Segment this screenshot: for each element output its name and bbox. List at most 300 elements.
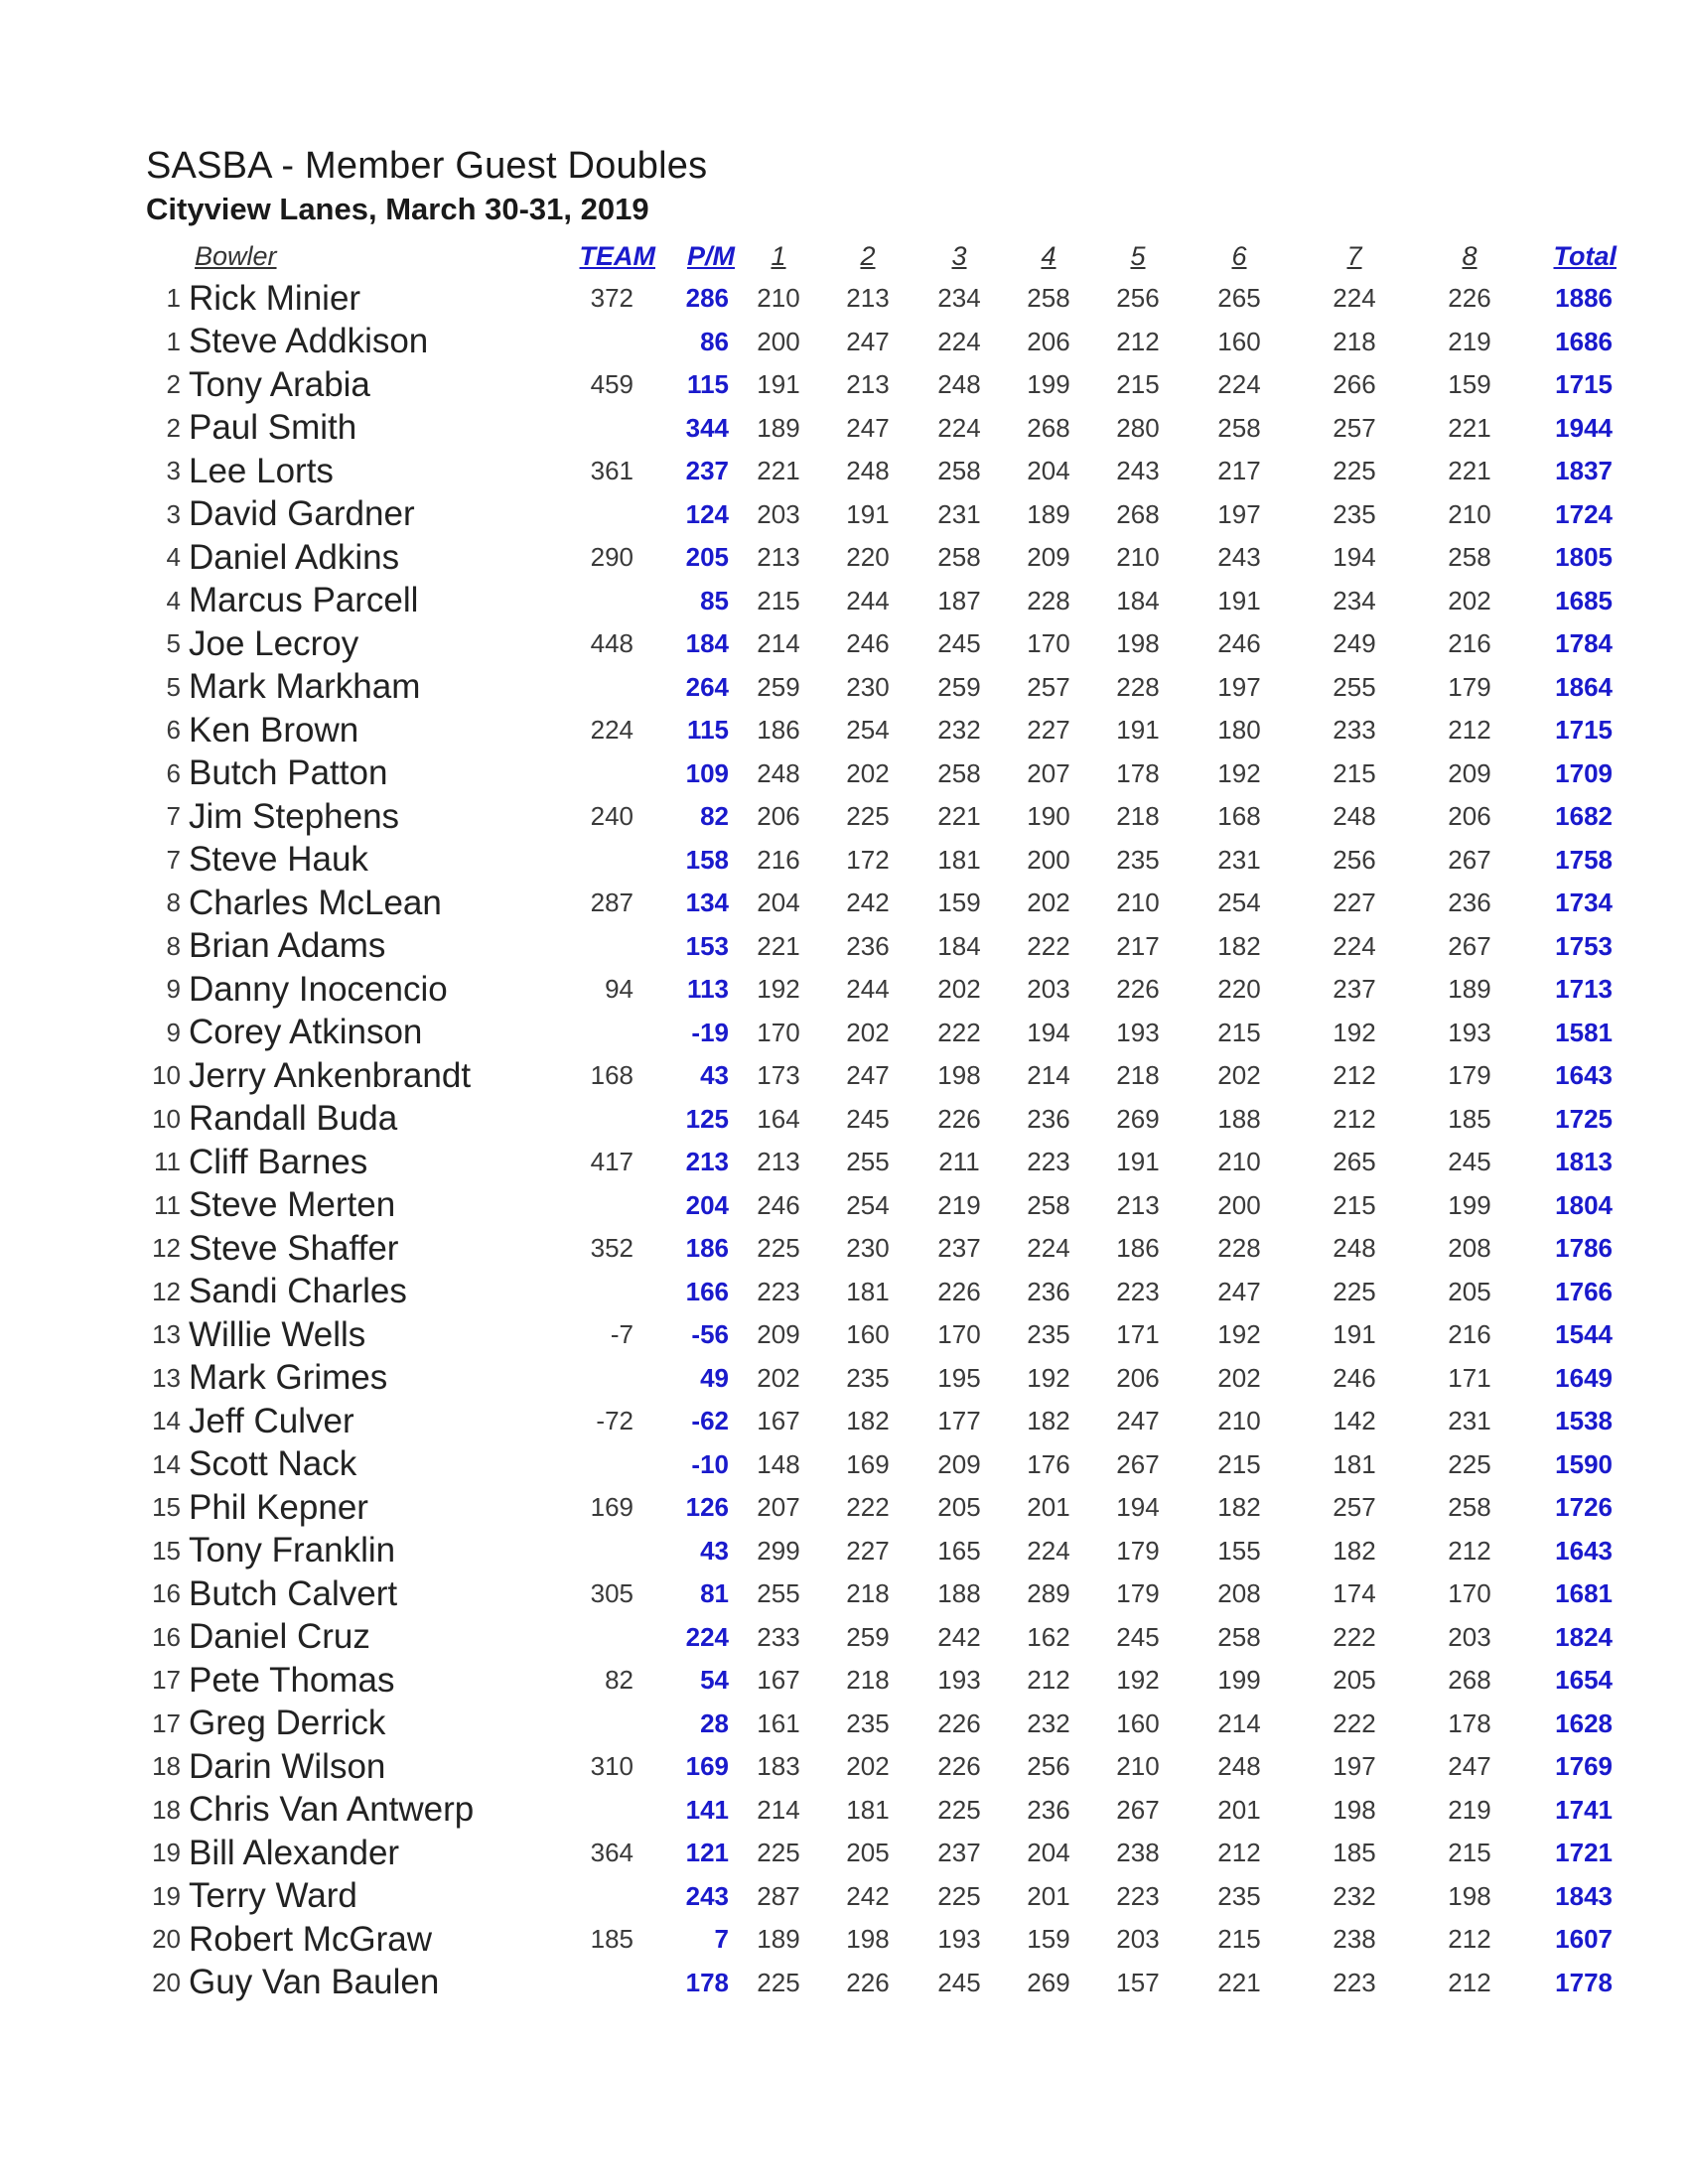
game-5-cell: 235 [1116,844,1160,875]
bowler-name: Steve Shaffer [189,1228,399,1268]
game-2-cell: 235 [846,1362,890,1393]
game-2-cell: 245 [846,1103,890,1134]
game-6-cell: 215 [1217,1924,1261,1955]
table-row [147,882,1617,925]
total-cell: 1654 [1555,1665,1613,1696]
game-4-cell: 289 [1027,1578,1070,1609]
game-4-cell: 189 [1027,498,1070,529]
rank-cell: 15 [152,1492,181,1523]
game-7-cell: 246 [1333,1362,1376,1393]
game-7-cell: 222 [1333,1707,1376,1738]
table-row [147,1486,1617,1530]
team-cell: 459 [590,369,633,400]
team-cell: 169 [590,1492,633,1523]
game-5-cell: 268 [1116,498,1160,529]
game-8-cell: 212 [1448,1924,1491,1955]
table-row [147,968,1617,1012]
total-cell: 1581 [1555,1017,1613,1047]
game-4-cell: 182 [1027,1406,1070,1436]
game-8-cell: 205 [1448,1276,1491,1306]
game-1-cell: 210 [757,283,800,314]
game-6-cell: 221 [1217,1967,1261,1997]
game-7-cell: 225 [1333,456,1376,486]
game-2-cell: 191 [846,498,890,529]
game-1-cell: 189 [757,412,800,443]
team-cell [516,1012,655,1055]
game-7-cell: 248 [1333,1233,1376,1264]
pm-cell: 264 [685,671,729,702]
table-row [147,1098,1617,1142]
game-4-cell: 212 [1027,1665,1070,1696]
game-1-cell: 287 [757,1880,800,1911]
bowler-name: Paul Smith [189,408,357,448]
game-6-cell: 210 [1217,1147,1261,1177]
game-7-cell: 256 [1333,844,1376,875]
team-cell [516,666,655,710]
game-4-cell: 236 [1027,1794,1070,1825]
team-cell: 94 [605,974,633,1005]
game-2-cell: 213 [846,369,890,400]
game-8-cell: 203 [1448,1621,1491,1652]
game-7-cell: 182 [1333,1535,1376,1566]
team-cell: 417 [590,1147,633,1177]
game-5-cell: 191 [1116,1147,1160,1177]
game-3-cell: 193 [937,1665,981,1696]
game-8-cell: 236 [1448,887,1491,918]
game-7-cell: 197 [1333,1751,1376,1782]
game-2-cell: 169 [846,1448,890,1479]
total-cell: 1726 [1555,1492,1613,1523]
game-2-cell: 213 [846,283,890,314]
game-6-cell: 247 [1217,1276,1261,1306]
game-5-cell: 194 [1116,1492,1160,1523]
team-cell [516,1875,655,1919]
total-cell: 1734 [1555,887,1613,918]
rank-cell: 16 [152,1621,181,1652]
game-3-cell: 165 [937,1535,981,1566]
total-cell: 1628 [1555,1707,1613,1738]
game-1-cell: 213 [757,1147,800,1177]
scores-table [147,235,1617,2004]
table-row [147,1271,1617,1314]
pm-cell: 124 [685,498,729,529]
pm-cell: 28 [700,1707,729,1738]
game-4-cell: 232 [1027,1707,1070,1738]
game-1-cell: 204 [757,887,800,918]
game-7-cell: 218 [1333,326,1376,356]
game-1-cell: 246 [757,1189,800,1220]
game-7-cell: 215 [1333,1189,1376,1220]
game-2-cell: 242 [846,1880,890,1911]
pm-cell: 113 [687,974,729,1005]
game-6-cell: 215 [1217,1448,1261,1479]
table-row [147,1875,1617,1919]
game-2-cell: 198 [846,1924,890,1955]
game-8-cell: 268 [1448,1665,1491,1696]
game-3-cell: 170 [937,1319,981,1350]
game-3-cell: 188 [937,1578,981,1609]
team-cell: 361 [590,456,633,486]
column-header-bowler: Bowler [195,240,277,271]
pm-cell: 54 [700,1665,729,1696]
team-cell: 185 [590,1924,633,1955]
game-7-cell: 215 [1333,757,1376,788]
game-4-cell: 162 [1027,1621,1070,1652]
game-6-cell: 210 [1217,1406,1261,1436]
game-3-cell: 226 [937,1276,981,1306]
team-cell: 287 [590,887,633,918]
game-1-cell: 186 [757,715,800,746]
team-cell [516,407,655,451]
pm-cell: 204 [685,1189,729,1220]
game-4-cell: 200 [1027,844,1070,875]
total-cell: 1643 [1555,1060,1613,1091]
team-cell [516,1530,655,1573]
game-2-cell: 172 [846,844,890,875]
total-cell: 1778 [1555,1967,1613,1997]
game-8-cell: 185 [1448,1103,1491,1134]
team-cell [516,1703,655,1746]
total-cell: 1709 [1555,757,1613,788]
pm-cell: 81 [700,1578,729,1609]
game-6-cell: 197 [1217,498,1261,529]
table-row [147,1357,1617,1401]
game-7-cell: 265 [1333,1147,1376,1177]
pm-cell: 344 [685,412,729,443]
game-1-cell: 248 [757,757,800,788]
game-5-cell: 178 [1116,757,1160,788]
bowler-name: Butch Patton [189,753,388,793]
rank-cell: 9 [166,1017,181,1047]
pm-cell: 166 [685,1276,729,1306]
table-row [147,795,1617,839]
game-7-cell: 257 [1333,412,1376,443]
game-5-cell: 267 [1116,1794,1160,1825]
game-3-cell: 259 [937,671,981,702]
total-cell: 1544 [1555,1319,1613,1350]
bowler-name: Corey Atkinson [189,1013,423,1052]
table-row [147,580,1617,623]
pm-cell: 86 [700,326,729,356]
game-2-cell: 218 [846,1578,890,1609]
game-5-cell: 215 [1116,369,1160,400]
game-6-cell: 155 [1217,1535,1261,1566]
total-cell: 1681 [1555,1578,1613,1609]
game-6-cell: 212 [1217,1838,1261,1868]
bowler-name: Pete Thomas [189,1660,395,1700]
game-3-cell: 234 [937,283,981,314]
page-subtitle: Cityview Lanes, March 30-31, 2019 [146,192,649,226]
rank-cell: 4 [166,542,181,573]
page-title: SASBA - Member Guest Doubles [146,145,708,187]
game-7-cell: 192 [1333,1017,1376,1047]
bowler-name: Cliff Barnes [189,1142,368,1181]
total-cell: 1725 [1555,1103,1613,1134]
game-3-cell: 226 [937,1751,981,1782]
table-row [147,1918,1617,1962]
pm-cell: 7 [714,1924,729,1955]
game-1-cell: 216 [757,844,800,875]
table-row [147,925,1617,969]
rank-cell: 11 [154,1189,181,1220]
game-6-cell: 220 [1217,974,1261,1005]
table-row [147,839,1617,883]
game-4-cell: 236 [1027,1103,1070,1134]
game-8-cell: 179 [1448,1060,1491,1091]
game-3-cell: 226 [937,1707,981,1738]
game-4-cell: 190 [1027,801,1070,832]
game-5-cell: 192 [1116,1665,1160,1696]
game-1-cell: 221 [757,930,800,961]
team-cell [516,1357,655,1401]
game-1-cell: 167 [757,1406,800,1436]
game-6-cell: 258 [1217,412,1261,443]
column-header-pm: P/M [686,240,735,271]
game-4-cell: 207 [1027,757,1070,788]
total-cell: 1685 [1555,585,1613,615]
game-3-cell: 225 [937,1794,981,1825]
game-3-cell: 202 [937,974,981,1005]
game-8-cell: 216 [1448,1319,1491,1350]
rank-cell: 17 [152,1665,181,1696]
team-cell: 352 [590,1233,633,1264]
bowler-name: Jeff Culver [189,1401,354,1440]
bowler-name: Joe Lecroy [189,623,359,663]
game-8-cell: 208 [1448,1233,1491,1264]
pm-cell: 126 [685,1492,729,1523]
game-6-cell: 160 [1217,326,1261,356]
game-5-cell: 243 [1116,456,1160,486]
game-3-cell: 159 [937,887,981,918]
pm-cell: 224 [685,1621,729,1652]
game-1-cell: 203 [757,498,800,529]
bowler-name: David Gardner [189,494,415,534]
team-cell: 310 [590,1751,633,1782]
total-cell: 1804 [1555,1189,1613,1220]
column-header-game-8: 8 [1462,240,1477,271]
game-5-cell: 210 [1116,542,1160,573]
game-3-cell: 245 [937,628,981,659]
game-4-cell: 192 [1027,1362,1070,1393]
game-4-cell: 228 [1027,585,1070,615]
rank-cell: 20 [152,1924,181,1955]
game-7-cell: 212 [1333,1103,1376,1134]
game-6-cell: 228 [1217,1233,1261,1264]
game-8-cell: 179 [1448,671,1491,702]
rank-cell: 3 [166,498,181,529]
game-4-cell: 258 [1027,1189,1070,1220]
game-7-cell: 142 [1333,1406,1376,1436]
game-5-cell: 256 [1116,283,1160,314]
pm-cell: 184 [685,628,729,659]
total-cell: 1813 [1555,1147,1613,1177]
bowler-name: Butch Calvert [189,1573,398,1613]
game-1-cell: 167 [757,1665,800,1696]
table-row [147,1184,1617,1228]
bowler-name: Rick Minier [189,278,361,318]
table-row [147,1789,1617,1833]
bowler-name: Bill Alexander [189,1833,400,1872]
bowler-name: Greg Derrick [189,1704,386,1743]
game-2-cell: 242 [846,887,890,918]
column-header-team: TEAM [579,240,655,271]
table-row [147,1616,1617,1660]
game-3-cell: 222 [937,1017,981,1047]
game-5-cell: 191 [1116,715,1160,746]
game-7-cell: 191 [1333,1319,1376,1350]
game-3-cell: 221 [937,801,981,832]
bowler-name: Terry Ward [189,1876,357,1916]
pm-cell: 186 [685,1233,729,1264]
bowler-name: Ken Brown [189,710,359,750]
game-6-cell: 168 [1217,801,1261,832]
game-8-cell: 210 [1448,498,1491,529]
game-7-cell: 255 [1333,671,1376,702]
bowler-name: Steve Merten [189,1185,396,1225]
table-row [147,277,1617,321]
game-2-cell: 247 [846,1060,890,1091]
game-1-cell: 173 [757,1060,800,1091]
game-6-cell: 192 [1217,757,1261,788]
total-cell: 1843 [1555,1880,1613,1911]
game-4-cell: 222 [1027,930,1070,961]
game-8-cell: 267 [1448,930,1491,961]
game-7-cell: 257 [1333,1492,1376,1523]
game-8-cell: 189 [1448,974,1491,1005]
table-row [147,363,1617,407]
team-cell [516,321,655,364]
game-6-cell: 235 [1217,1880,1261,1911]
game-2-cell: 247 [846,412,890,443]
pm-cell: 85 [700,585,729,615]
bowler-name: Tony Franklin [189,1531,396,1570]
game-4-cell: 194 [1027,1017,1070,1047]
game-5-cell: 212 [1116,326,1160,356]
game-5-cell: 280 [1116,412,1160,443]
game-7-cell: 224 [1333,930,1376,961]
game-7-cell: 233 [1333,715,1376,746]
game-3-cell: 258 [937,542,981,573]
team-cell [516,1443,655,1487]
rank-cell: 9 [166,974,181,1005]
game-4-cell: 268 [1027,412,1070,443]
game-7-cell: 174 [1333,1578,1376,1609]
bowler-name: Marcus Parcell [189,581,419,620]
total-cell: 1590 [1555,1448,1613,1479]
game-8-cell: 219 [1448,1794,1491,1825]
game-2-cell: 227 [846,1535,890,1566]
game-6-cell: 215 [1217,1017,1261,1047]
game-3-cell: 224 [937,412,981,443]
game-5-cell: 179 [1116,1535,1160,1566]
bowler-name: Guy Van Baulen [189,1963,440,2002]
game-2-cell: 220 [846,542,890,573]
total-cell: 1786 [1555,1233,1613,1264]
game-8-cell: 212 [1448,1535,1491,1566]
game-8-cell: 212 [1448,715,1491,746]
game-7-cell: 212 [1333,1060,1376,1091]
column-header-total: Total [1553,240,1617,271]
game-2-cell: 236 [846,930,890,961]
bowler-name: Scott Nack [189,1444,357,1484]
game-6-cell: 202 [1217,1362,1261,1393]
game-8-cell: 209 [1448,757,1491,788]
game-2-cell: 246 [846,628,890,659]
game-4-cell: 201 [1027,1880,1070,1911]
column-header-game-2: 2 [860,240,876,271]
game-8-cell: 226 [1448,283,1491,314]
bowler-name: Daniel Cruz [189,1617,370,1657]
game-1-cell: 170 [757,1017,800,1047]
table-row [147,709,1617,752]
game-8-cell: 221 [1448,412,1491,443]
game-1-cell: 255 [757,1578,800,1609]
team-cell [516,839,655,883]
total-cell: 1824 [1555,1621,1613,1652]
game-5-cell: 198 [1116,628,1160,659]
rank-cell: 14 [152,1448,181,1479]
rank-cell: 19 [152,1880,181,1911]
bowler-name: Tony Arabia [189,364,370,404]
game-7-cell: 227 [1333,887,1376,918]
team-cell: 364 [590,1838,633,1868]
table-row [147,321,1617,364]
game-1-cell: 209 [757,1319,800,1350]
table-row [147,1227,1617,1271]
total-cell: 1944 [1555,412,1613,443]
table-row [147,407,1617,451]
table-row [147,1832,1617,1875]
pm-cell: 153 [685,930,729,961]
game-1-cell: 259 [757,671,800,702]
game-1-cell: 191 [757,369,800,400]
game-1-cell: 214 [757,628,800,659]
team-cell: 372 [590,283,633,314]
table-row [147,1745,1617,1789]
game-3-cell: 225 [937,1880,981,1911]
game-4-cell: 201 [1027,1492,1070,1523]
game-5-cell: 179 [1116,1578,1160,1609]
table-row [147,1313,1617,1357]
total-cell: 1538 [1555,1406,1613,1436]
game-3-cell: 242 [937,1621,981,1652]
game-8-cell: 245 [1448,1147,1491,1177]
game-2-cell: 247 [846,326,890,356]
bowler-name: Charles McLean [189,883,442,922]
game-7-cell: 205 [1333,1665,1376,1696]
rank-cell: 18 [152,1751,181,1782]
team-cell [516,925,655,969]
game-6-cell: 258 [1217,1621,1261,1652]
game-5-cell: 245 [1116,1621,1160,1652]
game-3-cell: 248 [937,369,981,400]
game-1-cell: 214 [757,1794,800,1825]
game-7-cell: 248 [1333,801,1376,832]
total-cell: 1643 [1555,1535,1613,1566]
game-1-cell: 225 [757,1967,800,1997]
game-6-cell: 248 [1217,1751,1261,1782]
pm-cell: 169 [685,1751,729,1782]
total-cell: 1741 [1555,1794,1613,1825]
game-6-cell: 217 [1217,456,1261,486]
rank-cell: 2 [166,412,181,443]
game-2-cell: 160 [846,1319,890,1350]
game-3-cell: 177 [937,1406,981,1436]
game-2-cell: 248 [846,456,890,486]
pm-cell: 109 [685,757,729,788]
game-5-cell: 223 [1116,1880,1160,1911]
game-5-cell: 206 [1116,1362,1160,1393]
